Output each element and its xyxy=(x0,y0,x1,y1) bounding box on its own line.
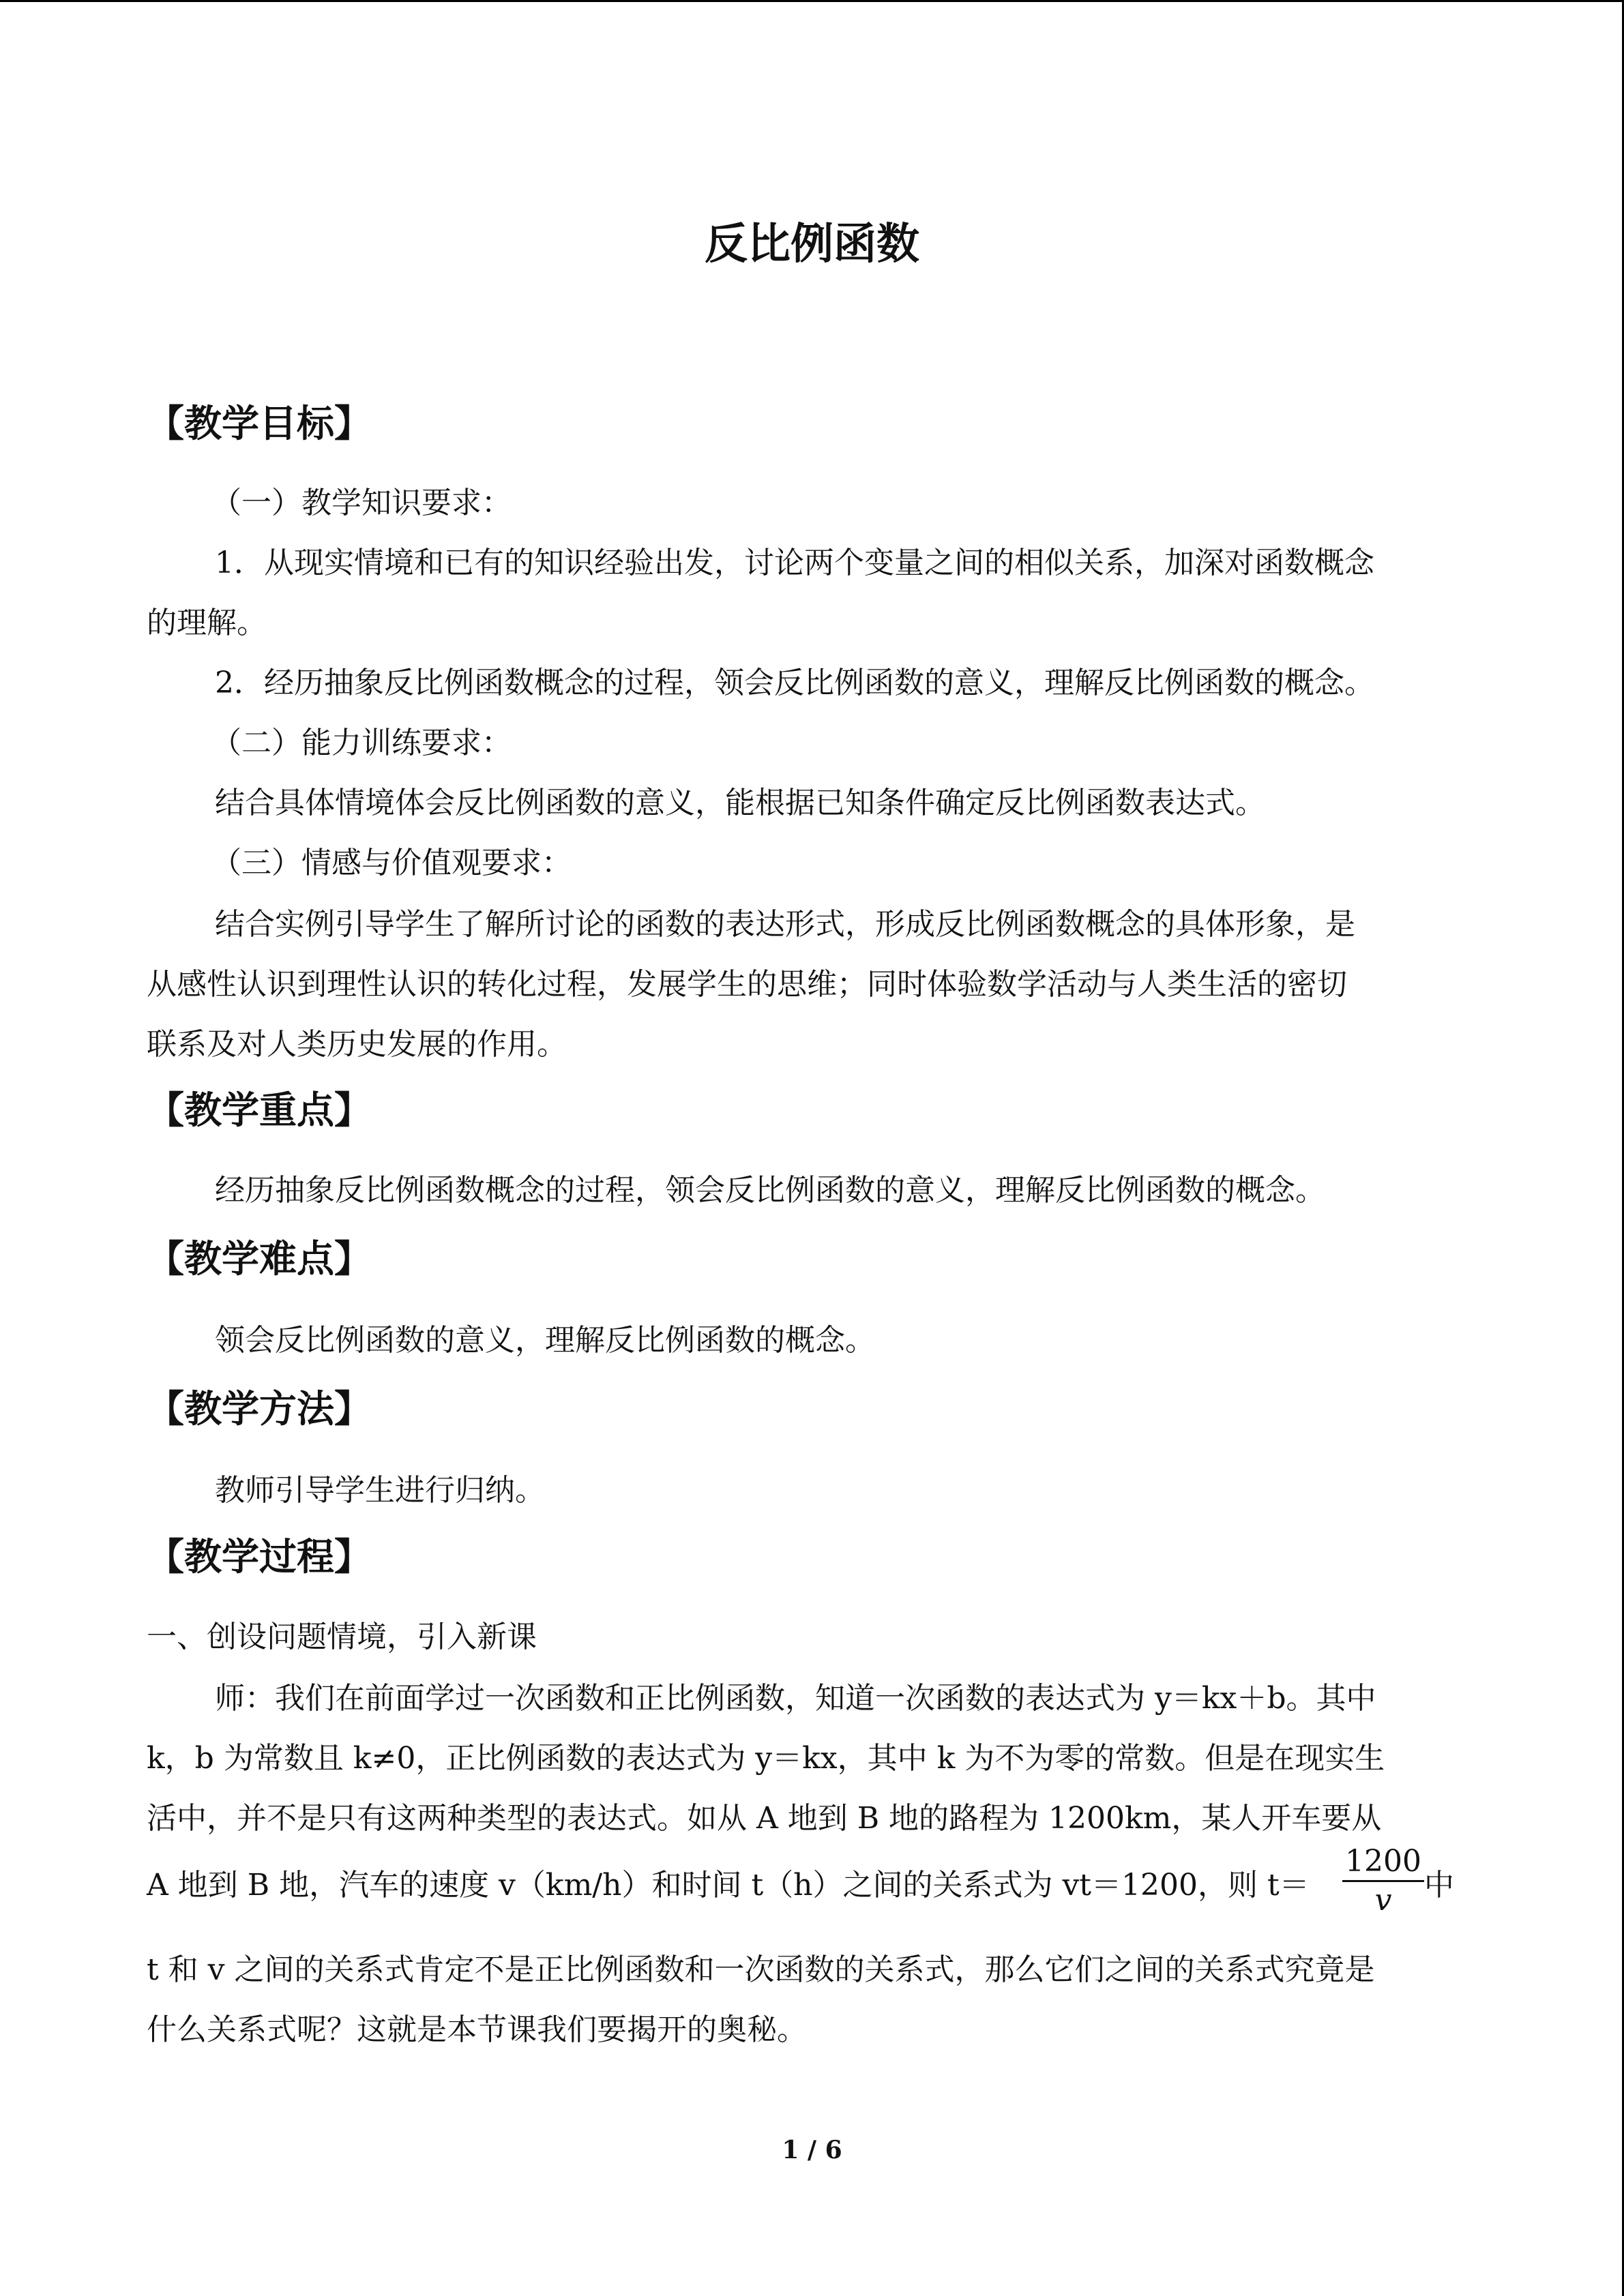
process-paragraph-line3: 活中，并不是只有这两种类型的表达式。如从 A 地到 B 地的路程为 1200km，某人开车要从 xyxy=(147,1801,1382,1836)
goals-item2: 2．经历抽象反比例函数概念的过程，领会反比例函数的意义，理解反比例函数的概念。 xyxy=(215,666,1374,700)
goals-emotion-line3: 联系及对人类历史发展的作用。 xyxy=(147,1027,567,1062)
process-paragraph-line5: t 和 v 之间的关系式肯定不是正比例函数和一次函数的关系式，那么它们之间的关系式究竟是 xyxy=(147,1952,1375,1987)
fraction-denominator: v xyxy=(1374,1883,1392,1918)
goals-sub-ability: （二）能力训练要求： xyxy=(211,726,512,760)
fraction-1200-over-v xyxy=(1342,1843,1424,1919)
goals-emotion-line1: 结合实例引导学生了解所讨论的函数的表达形式，形成反比例函数概念的具体形象，是 xyxy=(215,907,1355,942)
heading-methods: 【教学方法】 xyxy=(147,1387,372,1431)
heading-goals: 【教学目标】 xyxy=(147,402,372,445)
heading-difficulties: 【教学难点】 xyxy=(147,1237,372,1281)
difficulties-text: 领会反比例函数的意义，理解反比例函数的概念。 xyxy=(215,1323,875,1358)
line4-text-before: A 地到 B 地，汽车的速度 v（km/h）和时间 t（h）之间的关系式为 vt＝1200，则 t＝ xyxy=(147,1868,1310,1903)
goals-item1-line2: 的理解。 xyxy=(147,606,267,640)
goals-ability-text: 结合具体情境体会反比例函数的意义，能根据已知条件确定反比例函数表达式。 xyxy=(215,786,1265,820)
goals-item1-line1: 1．从现实情境和已有的知识经验出发，讨论两个变量之间的相似关系，加深对函数概念 xyxy=(215,546,1374,580)
key-points-text: 经历抽象反比例函数概念的过程，领会反比例函数的意义，理解反比例函数的概念。 xyxy=(215,1173,1325,1208)
process-part-title: 一、创设问题情境，引入新课 xyxy=(147,1620,537,1654)
page-title: 反比例函数 xyxy=(705,219,919,269)
goals-emotion-line2: 从感性认识到理性认识的转化过程，发展学生的思维；同时体验数学活动与人类生活的密切 xyxy=(147,967,1347,1002)
methods-text: 教师引导学生进行归纳。 xyxy=(215,1473,545,1508)
process-paragraph-line2: k，b 为常数且 k≠0，正比例函数的表达式为 y＝kx，其中 k 为不为零的常数。但是在现实生 xyxy=(147,1741,1385,1776)
process-paragraph-line1: 师：我们在前面学过一次函数和正比例函数，知道一次函数的表达式为 y＝kx＋b。其中 xyxy=(215,1681,1376,1716)
heading-process: 【教学过程】 xyxy=(147,1535,372,1579)
goals-sub-emotion: （三）情感与价值观要求： xyxy=(211,846,572,880)
process-paragraph-line6: 什么关系式呢？这就是本节课我们要揭开的奥秘。 xyxy=(147,2012,807,2047)
process-paragraph-line4 xyxy=(147,1865,1310,1906)
heading-key-points: 【教学重点】 xyxy=(147,1088,372,1132)
line4-text-after: 中 xyxy=(1424,1868,1454,1903)
page-number: 1 / 6 xyxy=(782,2136,842,2164)
fraction-numerator: 1200 xyxy=(1345,1844,1421,1879)
goals-sub-knowledge: （一）教学知识要求： xyxy=(211,486,512,520)
